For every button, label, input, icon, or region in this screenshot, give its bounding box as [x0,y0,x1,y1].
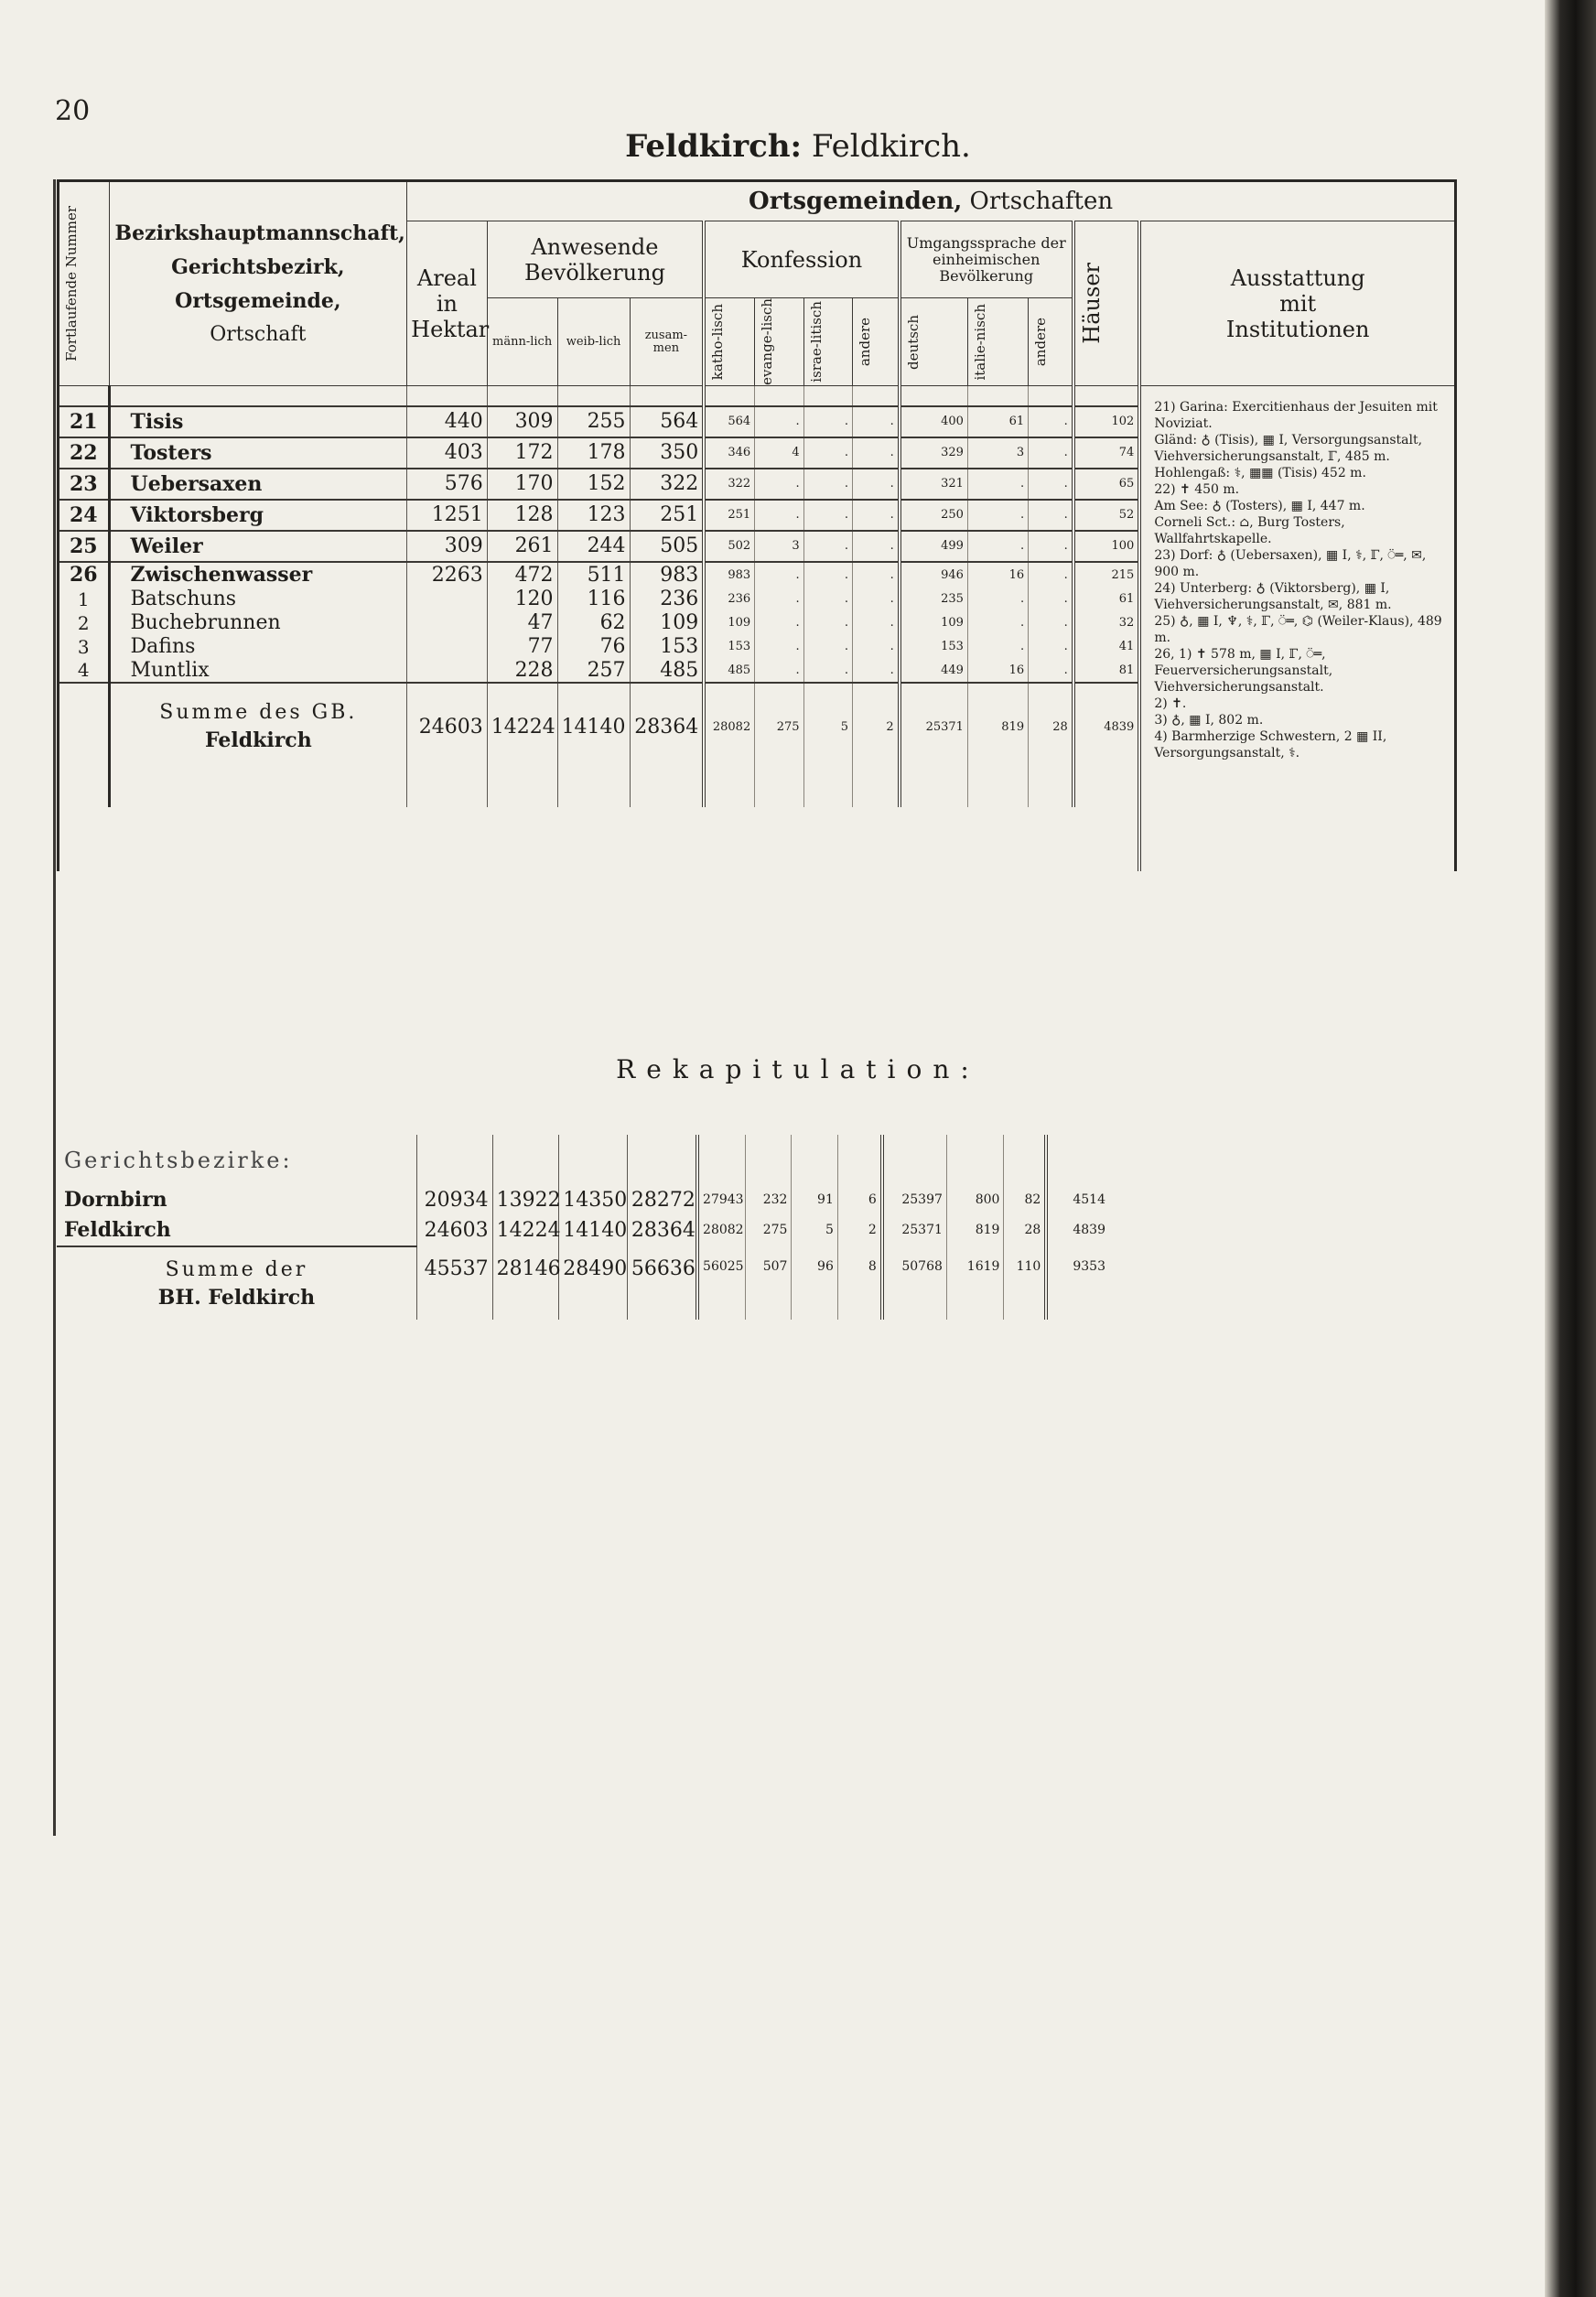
row-name: Tosters [109,437,407,469]
col-evangelisch: evange-lisch [755,298,803,386]
cell-it: 800 [946,1186,1004,1213]
main-table-wrap [57,179,1457,871]
row-number: 2 [77,611,90,634]
cell-it: . [967,469,1028,500]
cell-h: 52 [1073,500,1140,531]
row-name: Uebersaxen [109,469,407,500]
cell-m: 13922 [492,1186,559,1213]
cell-ev: . [755,611,803,635]
cell-and: . [852,500,899,531]
cell-w: 123 [557,500,630,531]
cell-isr: 5 [792,1213,837,1246]
cell-m: 128 [487,500,557,531]
cell-h: 4514 [1046,1186,1109,1213]
cell-ev: . [755,500,803,531]
group-title: Ortsgemeinden, Ortschaften [407,181,1456,221]
cell-w: 62 [557,611,630,635]
cell-h: 4839 [1073,683,1140,771]
institution-note: Corneli Sct.: ⌂, Burg Tosters, Wallfahrtskapelle. [1154,515,1345,546]
cell-and: . [852,635,899,659]
col-ausstattung: Ausstattung mit Institutionen [1139,221,1455,386]
institution-note: 24) Unterberg: ♁ (Viktorsberg), ▦ I, Viehversicherungsanstalt, ✉, 881 m. [1154,581,1392,612]
cell-kath: 983 [704,562,755,588]
recap-table-wrap [57,1135,1109,1320]
cell-kath: 56025 [697,1246,745,1320]
page-title: Feldkirch: Feldkirch. [625,128,971,165]
cell-isr: . [803,659,852,683]
cell-it: . [967,500,1028,531]
cell-z: 564 [630,406,704,437]
cell-w: 76 [557,635,630,659]
cell-it: . [967,588,1028,611]
cell-isr: 96 [792,1246,837,1320]
cell-de: 25371 [882,1213,947,1246]
institution-note: 2) ✝. [1154,696,1187,711]
summe-label: Summe des GB. Feldkirch [109,683,407,771]
recap-heading: Gerichtsbezirke: [64,1148,293,1173]
cell-de: 449 [900,659,968,683]
cell-isr: . [803,611,852,635]
row-name: Zwischenwasser [109,562,407,588]
cell-de: 153 [900,635,968,659]
cell-and: . [852,437,899,469]
cell-w: 257 [557,659,630,683]
cell-m: 28146 [492,1246,559,1320]
cell-h: 9353 [1046,1246,1109,1320]
cell-sa: . [1029,469,1073,500]
cell-w: 14350 [559,1186,628,1213]
cell-z: 28364 [627,1213,697,1246]
col-italienisch: italie-nisch [967,298,1028,386]
cell-sa: . [1029,562,1073,588]
cell-z: 983 [630,562,704,588]
cell-ev: 4 [755,437,803,469]
institution-note: 25) ♁, ▦ I, ♆, ⚕, ℾ, ⍥═, ⌬ (Weiler-Klaus), 489 m. [1154,614,1442,645]
cell-de: 25371 [900,683,968,771]
cell-areal: 309 [407,531,488,562]
row-name: Feldkirch [57,1213,416,1246]
cell-areal: 45537 [416,1246,492,1320]
cell-areal: 440 [407,406,488,437]
cell-m: 77 [487,635,557,659]
cell-isr: . [803,562,852,588]
cell-isr: . [803,635,852,659]
cell-ev: . [755,562,803,588]
row-number: 24 [59,500,110,531]
cell-ev: . [755,635,803,659]
cell-w: 511 [557,562,630,588]
cell-ev: . [755,406,803,437]
recap-sum-label: Summe der BH. Feldkirch [157,1258,316,1310]
row-name: Buchebrunnen [109,611,407,635]
col-population: Anwesende Bevölkerung [487,221,704,298]
cell-de: 946 [900,562,968,588]
cell-z: 505 [630,531,704,562]
page-number: 20 [55,95,91,127]
cell-isr: 5 [803,683,852,771]
cell-m: 47 [487,611,557,635]
cell-isr: . [803,531,852,562]
institution-note: 23) Dorf: ♁ (Uebersaxen), ▦ I, ⚕, ℾ, ⍥═, ✉, 900 m. [1154,548,1427,579]
cell-sa: . [1029,611,1073,635]
col-maennlich: männ-lich [487,298,557,386]
cell-w: 14140 [557,683,630,771]
cell-z: 485 [630,659,704,683]
cell-sa: 28 [1004,1213,1046,1246]
cell-isr: . [803,588,852,611]
cell-isr: . [803,469,852,500]
row-number: 23 [59,469,110,500]
recap-title: Rekapitulation: [616,1054,980,1084]
cell-de: 321 [900,469,968,500]
row-name: Dafins [109,635,407,659]
cell-sa: . [1029,531,1073,562]
col-katholisch: katho-lisch [704,298,755,386]
cell-sa: 110 [1004,1246,1046,1320]
cell-sa: 28 [1029,683,1073,771]
cell-and: 2 [837,1213,881,1246]
row-name: Weiler [109,531,407,562]
cell-de: 109 [900,611,968,635]
cell-h: 32 [1073,611,1140,635]
cell-m: 472 [487,562,557,588]
institution-note: 26, 1) ✝ 578 m, ▦ I, ℾ, ⍥═, Feuerversicherungsanstalt, Viehversicherungsanstalt. [1154,647,1333,695]
col-sprache: Umgangssprache der einheimischen Bevölkerung [900,221,1073,298]
cell-h: 61 [1073,588,1140,611]
table-row [57,1213,1109,1246]
col-lfd-nr: Fortlaufende Nummer [59,181,110,386]
cell-w: 244 [557,531,630,562]
cell-m: 228 [487,659,557,683]
cell-areal: 1251 [407,500,488,531]
cell-sa: 82 [1004,1186,1046,1213]
cell-w: 116 [557,588,630,611]
main-table [57,179,1457,871]
cell-m: 14224 [492,1213,559,1246]
cell-kath: 236 [704,588,755,611]
cell-ev: . [755,588,803,611]
row-number: 25 [59,531,110,562]
institution-note: 4) Barmherzige Schwestern, 2 ▦ II, Versorgungsanstalt, ⚕. [1154,729,1387,760]
cell-kath: 27943 [697,1186,745,1213]
cell-it: 819 [946,1213,1004,1246]
col-haeuser: Häuser [1073,221,1140,386]
cell-and: . [852,562,899,588]
cell-h: 41 [1073,635,1140,659]
cell-it: 1619 [946,1246,1004,1320]
cell-sa: . [1029,588,1073,611]
cell-and: 6 [837,1186,881,1213]
cell-w: 255 [557,406,630,437]
recap-sum-row [57,1246,1109,1320]
cell-de: 250 [900,500,968,531]
cell-ev: 232 [746,1186,792,1213]
cell-h: 102 [1073,406,1140,437]
cell-and: . [852,469,899,500]
cell-m: 120 [487,588,557,611]
cell-de: 50768 [882,1246,947,1320]
cell-kath: 502 [704,531,755,562]
cell-it: . [967,611,1028,635]
cell-z: 350 [630,437,704,469]
cell-and: . [852,588,899,611]
cell-kath: 109 [704,611,755,635]
row-name: Muntlix [109,659,407,683]
cell-sa: . [1029,406,1073,437]
cell-areal: 24603 [407,683,488,771]
cell-w: 152 [557,469,630,500]
cell-kath: 346 [704,437,755,469]
cell-and: 2 [852,683,899,771]
cell-ev: 507 [746,1246,792,1320]
cell-kath: 485 [704,659,755,683]
cell-h: 4839 [1046,1213,1109,1246]
cell-and: . [852,531,899,562]
cell-areal: 20934 [416,1186,492,1213]
cell-and: . [852,659,899,683]
cell-z: 109 [630,611,704,635]
cell-areal: 24603 [416,1213,492,1246]
cell-kath: 28082 [697,1213,745,1246]
cell-it: 16 [967,562,1028,588]
cell-sa: . [1029,635,1073,659]
row-name: Batschuns [109,588,407,611]
cell-areal: 2263 [407,562,488,588]
cell-it: . [967,531,1028,562]
cell-kath: 28082 [704,683,755,771]
row-number: 3 [77,635,90,658]
cell-de: 25397 [882,1186,947,1213]
col-weiblich: weib-lich [557,298,630,386]
cell-de: 329 [900,437,968,469]
cell-isr: 91 [792,1186,837,1213]
col-andere-konf: andere [852,298,899,386]
recap-table [57,1135,1109,1320]
institution-note: 21) Garina: Exercitienhaus der Jesuiten mit Noviziat. [1154,400,1438,431]
cell-z: 28272 [627,1186,697,1213]
cell-m: 14224 [487,683,557,771]
cell-w: 178 [557,437,630,469]
cell-w: 14140 [559,1213,628,1246]
col-areal: Areal in Hektar [407,221,488,386]
cell-z: 56636 [627,1246,697,1320]
col-israelitisch: israe-litisch [803,298,852,386]
cell-z: 28364 [630,683,704,771]
cell-areal: 403 [407,437,488,469]
col-andere-spr: andere [1029,298,1073,386]
row-number: 26 [59,562,110,588]
cell-h: 81 [1073,659,1140,683]
col-zusammen: zusam-men [630,298,704,386]
cell-m: 261 [487,531,557,562]
cell-and: . [852,611,899,635]
row-number: 4 [77,659,90,681]
cell-z: 322 [630,469,704,500]
cell-h: 100 [1073,531,1140,562]
cell-isr: . [803,406,852,437]
cell-and: 8 [837,1246,881,1320]
cell-ev: 275 [755,683,803,771]
cell-h: 215 [1073,562,1140,588]
institution-note: Hohlengaß: ⚕, ▦▦ (Tisis) 452 m. [1154,466,1366,480]
row-number: 22 [59,437,110,469]
cell-it: 16 [967,659,1028,683]
cell-areal: 576 [407,469,488,500]
cell-it: . [967,635,1028,659]
cell-de: 400 [900,406,968,437]
cell-de: 235 [900,588,968,611]
cell-ev: . [755,469,803,500]
cell-m: 172 [487,437,557,469]
cell-it: 3 [967,437,1028,469]
cell-h: 74 [1073,437,1140,469]
row-name: Tisis [109,406,407,437]
cell-h: 65 [1073,469,1140,500]
cell-kath: 153 [704,635,755,659]
cell-it: 61 [967,406,1028,437]
cell-isr: . [803,500,852,531]
cell-ev: 3 [755,531,803,562]
cell-ev: 275 [746,1213,792,1246]
cell-z: 236 [630,588,704,611]
cell-sa: . [1029,437,1073,469]
institution-note: 3) ♁, ▦ I, 802 m. [1154,713,1264,728]
cell-isr: . [803,437,852,469]
cell-de: 499 [900,531,968,562]
cell-ev: . [755,659,803,683]
cell-z: 251 [630,500,704,531]
cell-kath: 564 [704,406,755,437]
cell-m: 170 [487,469,557,500]
cell-w: 28490 [559,1246,628,1320]
cell-kath: 251 [704,500,755,531]
row-name: Viktorsberg [109,500,407,531]
page-edge-shadow [1545,0,1596,2297]
cell-m: 309 [487,406,557,437]
cell-and: . [852,406,899,437]
row-number: 21 [59,406,110,437]
col-konfession: Konfession [704,221,900,298]
cell-sa: . [1029,659,1073,683]
col-district: Bezirkshauptmannschaft, Gerichtsbezirk, Ortsgemeinde, Ortschaft [109,181,407,386]
left-margin-line [53,179,56,1836]
institution-note: Gländ: ♁ (Tisis), ▦ I, Versorgungsanstalt, Viehversicherungsanstalt, ℾ, 485 m. [1154,433,1423,464]
row-name: Dornbirn [64,1188,167,1212]
row-number: 1 [77,588,90,610]
cell-z: 153 [630,635,704,659]
cell-it: 819 [967,683,1028,771]
cell-sa: . [1029,500,1073,531]
cell-kath: 322 [704,469,755,500]
institutions-cell [1139,386,1455,871]
col-deutsch: deutsch [900,298,968,386]
institution-note: 22) ✝ 450 m. [1154,482,1240,497]
institution-note: Am See: ♁ (Tosters), ▦ I, 447 m. [1154,499,1365,513]
table-row [57,1186,1109,1213]
